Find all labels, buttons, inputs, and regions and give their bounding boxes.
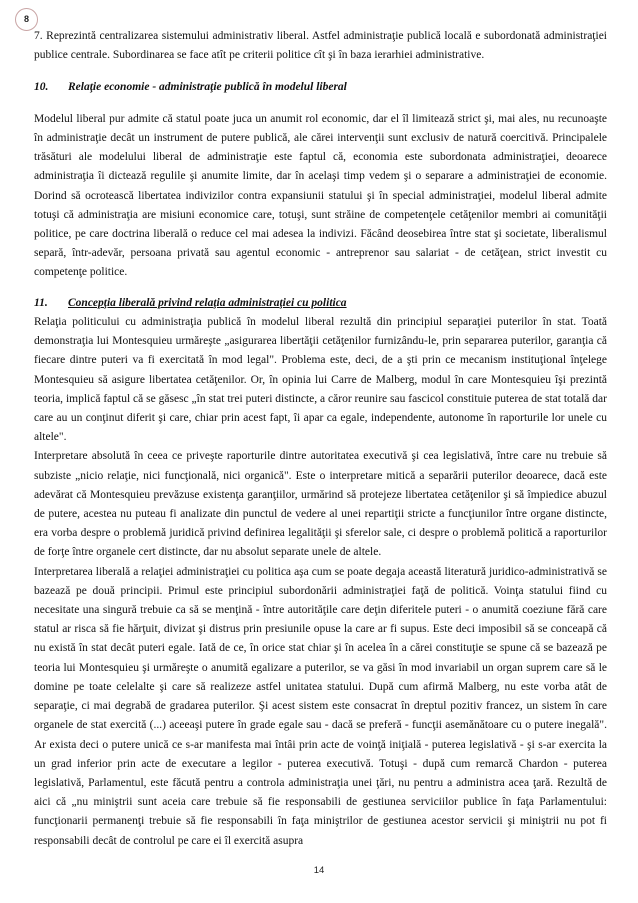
- page-badge: 8: [15, 8, 38, 31]
- section-11-paragraph-1: Relaţia politicului cu administraţia publică în modelul liberal rezultă din principiul separaţiei puterilor în stat. Toată demonstraţia lui Montesquieu urmăreşte „asigurarea libertăţii cetăţenilor furnizându-le, prin separarea puterilor, garanţia că fiecare dintre puteri va fi exercitată în mod legal". Problema este, deci, de a şti prin ce mecanism instituţional înţelege Montesquieu să asigure libertatea cetăţenilor. Or, în opinia lui Carre de Malberg, modul în care Montesquieu îşi prezintă teoria, implică faptul că se găsesc „în stat trei puteri distincte, a căror reunire sau fascicol constituie puterea de stat totală dar care au un conţinut diferit şi care, chiar prin acest fapt, îi apar ca egale, independente, autonome în raporturile lor unele cu altele".: [34, 316, 607, 444]
- document-page: [34, 27, 607, 851]
- section-10-paragraph: Modelul liberal pur admite că statul poate juca un anumit rol economic, dar el îl limitează strict şi, mai ales, nu recunoaşte în administraţie decât un instrument de putere publică, ale cărei intervenţii sunt exclusiv de natură coercitivă. Principalele trăsături ale modelului liberal de administraţie este faptul că, economia este subordonata administraţiei, deoarece administraţia îi dictează regulile şi anumite limite, dar în acelaşi timp vedem şi o separare a administraţiei de economie. Dorind să ocrotească libertatea indivizilor contra expansiunii statului şi în special administraţiei, modelul liberal admite totuşi că administraţia are misiuni economice care, totuşi, sunt străine de competenţele cetăţenilor membri ai comunităţii politice, pe care doctrina liberală o reduce cel mai adesea la indivizi. Făcând deosebirea între stat şi societate, liberalismul separă, într-adevăr, persoana privată sau agentul economic - antreprenor sau salariat - de cetăţean, strict investit cu competenţe politice.: [34, 113, 607, 278]
- section-11-paragraph-3: Interpretarea liberală a relaţiei administraţiei cu politica aşa cum se poate degaja această literatură juridico-administrativă se bazează pe două principii. Primul este principiul subordonării administraţiei faţă de politică. Voinţa statului fiind cu necesitate una singură trebuie ca să se menţină - între autorităţile care deţin diferitele puteri - o anumită coeziune fără care statul ar risca să fie hărţuit, divizat şi distrus prin presiunile opuse la care ar fi supus. Este deci imposibil să se conceapă că nu există în stat decât puteri egale. Iată de ce, în orice stat chiar şi în acelea în a cărei constituţie se spune că se bazează pe teoria lui Montesquieu şi urmăreşte o anumită egalizare a puterilor, se va găsi în mod invariabil un organ suprem care să le domine pe toate celelalte şi care să realizeze astfel unitatea statului. După cum afirmă Malberg, nu este vorba atât de separaţie, ci mai degrabă de gradarea puterilor. Şi acest sistem este consacrat în dreptul pozitiv francez, un sistem în care organele de stat exercită (...) aceeaşi putere în grade egale sau - dacă se preferă - funcţii asemănătoare cu o putere inegală". Ar exista deci o putere unică ce s-ar manifesta mai întâi prin acte de voinţă iniţială - puterea legislativă - şi s-ar exercita la un grad inferior prin acte de executare a legilor - puterea executivă. Totuşi - după cum remarcă Chardon - puterea legislativă, Parlamentul, este făcută pentru a controla administraţia unei ţări, nu pentru a administra acea ţară. Rezultă de aici că „nu miniştrii sunt aceia care trebuie să fie responsabili de gestiunea serviciilor publice în faţa Parlamentului: funcţionarii permanenţi trebuie să fie responsabili în faţa miniştrilor de gestiunea acestor servicii şi miniştrii nu pot fi responsabili decât de controlul pe care ei îl exercită asupra: [34, 565, 607, 847]
- section-10-title: Relaţie economie - administraţie publică în modelul liberal: [68, 81, 347, 94]
- page-number: 14: [313, 865, 325, 876]
- section-11-paragraph-2: Interpretare absolută în ceea ce priveşte raporturile dintre autoritatea executivă şi cea legislativă, între care nu trebuie să subziste „nicio relaţie, nici funcţională, nici organică". Este o interpretare mitică a separării puterilor deoarece, dacă este adevărat că Montesquieu prevăzuse existenţa garanţiilor, urmărind să protejeze libertatea cetăţenilor şi să împiedice abuzul de putere, acestea nu puteau fi analizate din punctul de vedere al unei repartiţii stricte a funcţiunilor între organe distincte, era vorba despre o problemă juridică privind definirea legalităţii şi sferelor sale, ci despre o problemă politică a raporturilor de forţe între organele cert distincte, dar nu absolut separate unele de altele.: [34, 450, 607, 559]
- section-11-heading: [34, 294, 607, 313]
- section-11-title: Concepţia liberală privind relaţia administraţiei cu politica: [68, 297, 347, 310]
- section-11-number: 11.: [34, 297, 48, 310]
- section-10-number: 10.: [34, 81, 49, 94]
- section-10-heading: [34, 78, 607, 97]
- intro-paragraph: 7. Reprezintă centralizarea sistemului administrativ liberal. Astfel administraţie publică locală e subordonată administraţiei publice centrale. Subordinarea se face atît pe criterii politice cît şi în baza ierarhiei administrative.: [34, 30, 607, 62]
